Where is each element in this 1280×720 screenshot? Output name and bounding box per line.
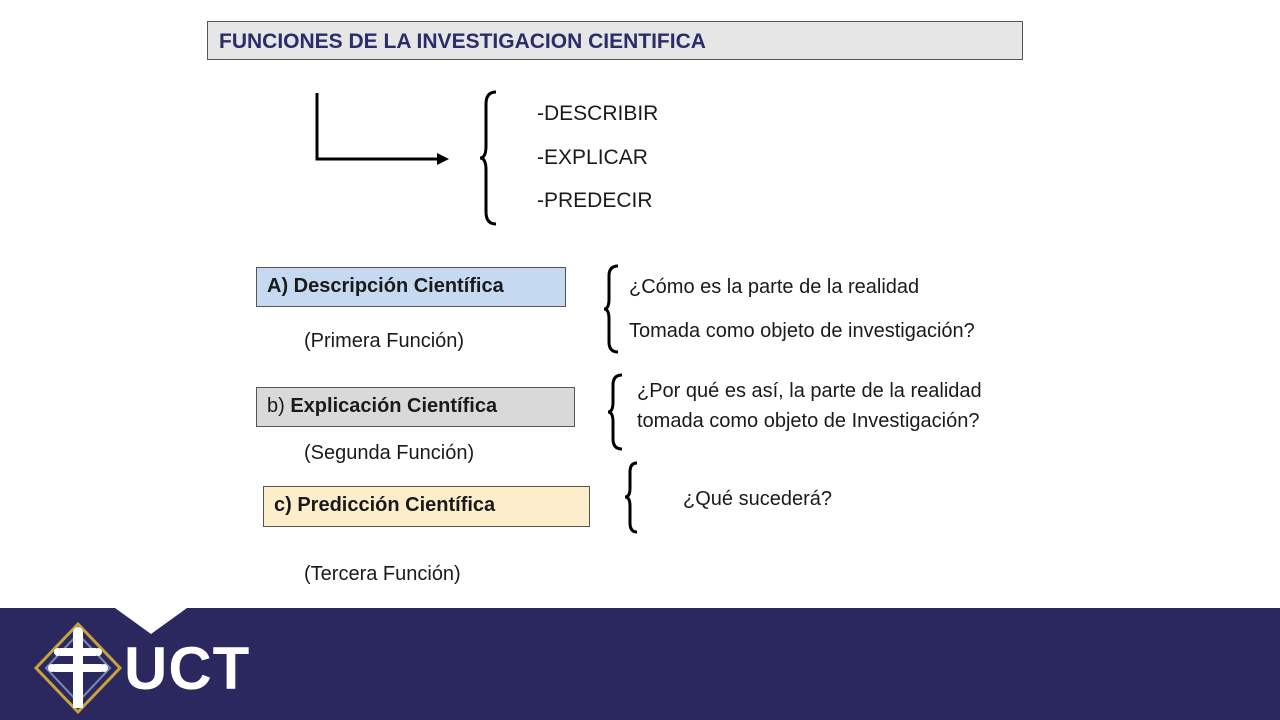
box-prediccion-prefix: c) [274, 494, 298, 516]
box-descripcion [256, 267, 566, 307]
box-explicacion-prefix: b) [267, 395, 291, 417]
question-c-line1: ¿Qué sucederá? [683, 488, 832, 510]
box-explicacion [256, 387, 575, 427]
subtitle-primera: (Primera Función) [304, 330, 465, 352]
box-descripcion-prefix: A) [267, 275, 294, 297]
function-explicar: -EXPLICAR [537, 146, 648, 169]
subtitle-tercera: (Tercera Función) [304, 563, 461, 585]
subtitle-segunda: (Segunda Función) [304, 442, 475, 464]
cross-logo-icon [28, 618, 128, 718]
page-title: FUNCIONES DE LA INVESTIGACION CIENTIFICA [219, 30, 706, 53]
question-b-line1: ¿Por qué es así, la parte de la realidad [637, 380, 982, 402]
question-b-line2: tomada como objeto de Investigación? [637, 410, 980, 432]
arrow-connector-icon [305, 88, 455, 173]
brace-icon [603, 264, 621, 354]
brace-icon [607, 373, 625, 451]
function-describir: -DESCRIBIR [537, 102, 659, 125]
box-prediccion-label: Predicción Científica [297, 494, 496, 516]
box-prediccion [263, 486, 590, 527]
function-predecir: -PREDECIR [537, 189, 653, 212]
brace-icon [478, 90, 502, 226]
logo-text: UCT [124, 635, 251, 702]
question-a-line1: ¿Cómo es la parte de la realidad [629, 276, 920, 298]
box-explicacion-label: Explicación Científica [290, 395, 498, 417]
brace-icon [624, 461, 640, 534]
question-a-line2: Tomada como objeto de investigación? [629, 320, 975, 342]
title-box [207, 21, 1023, 60]
box-descripcion-label: Descripción Científica [293, 275, 504, 297]
